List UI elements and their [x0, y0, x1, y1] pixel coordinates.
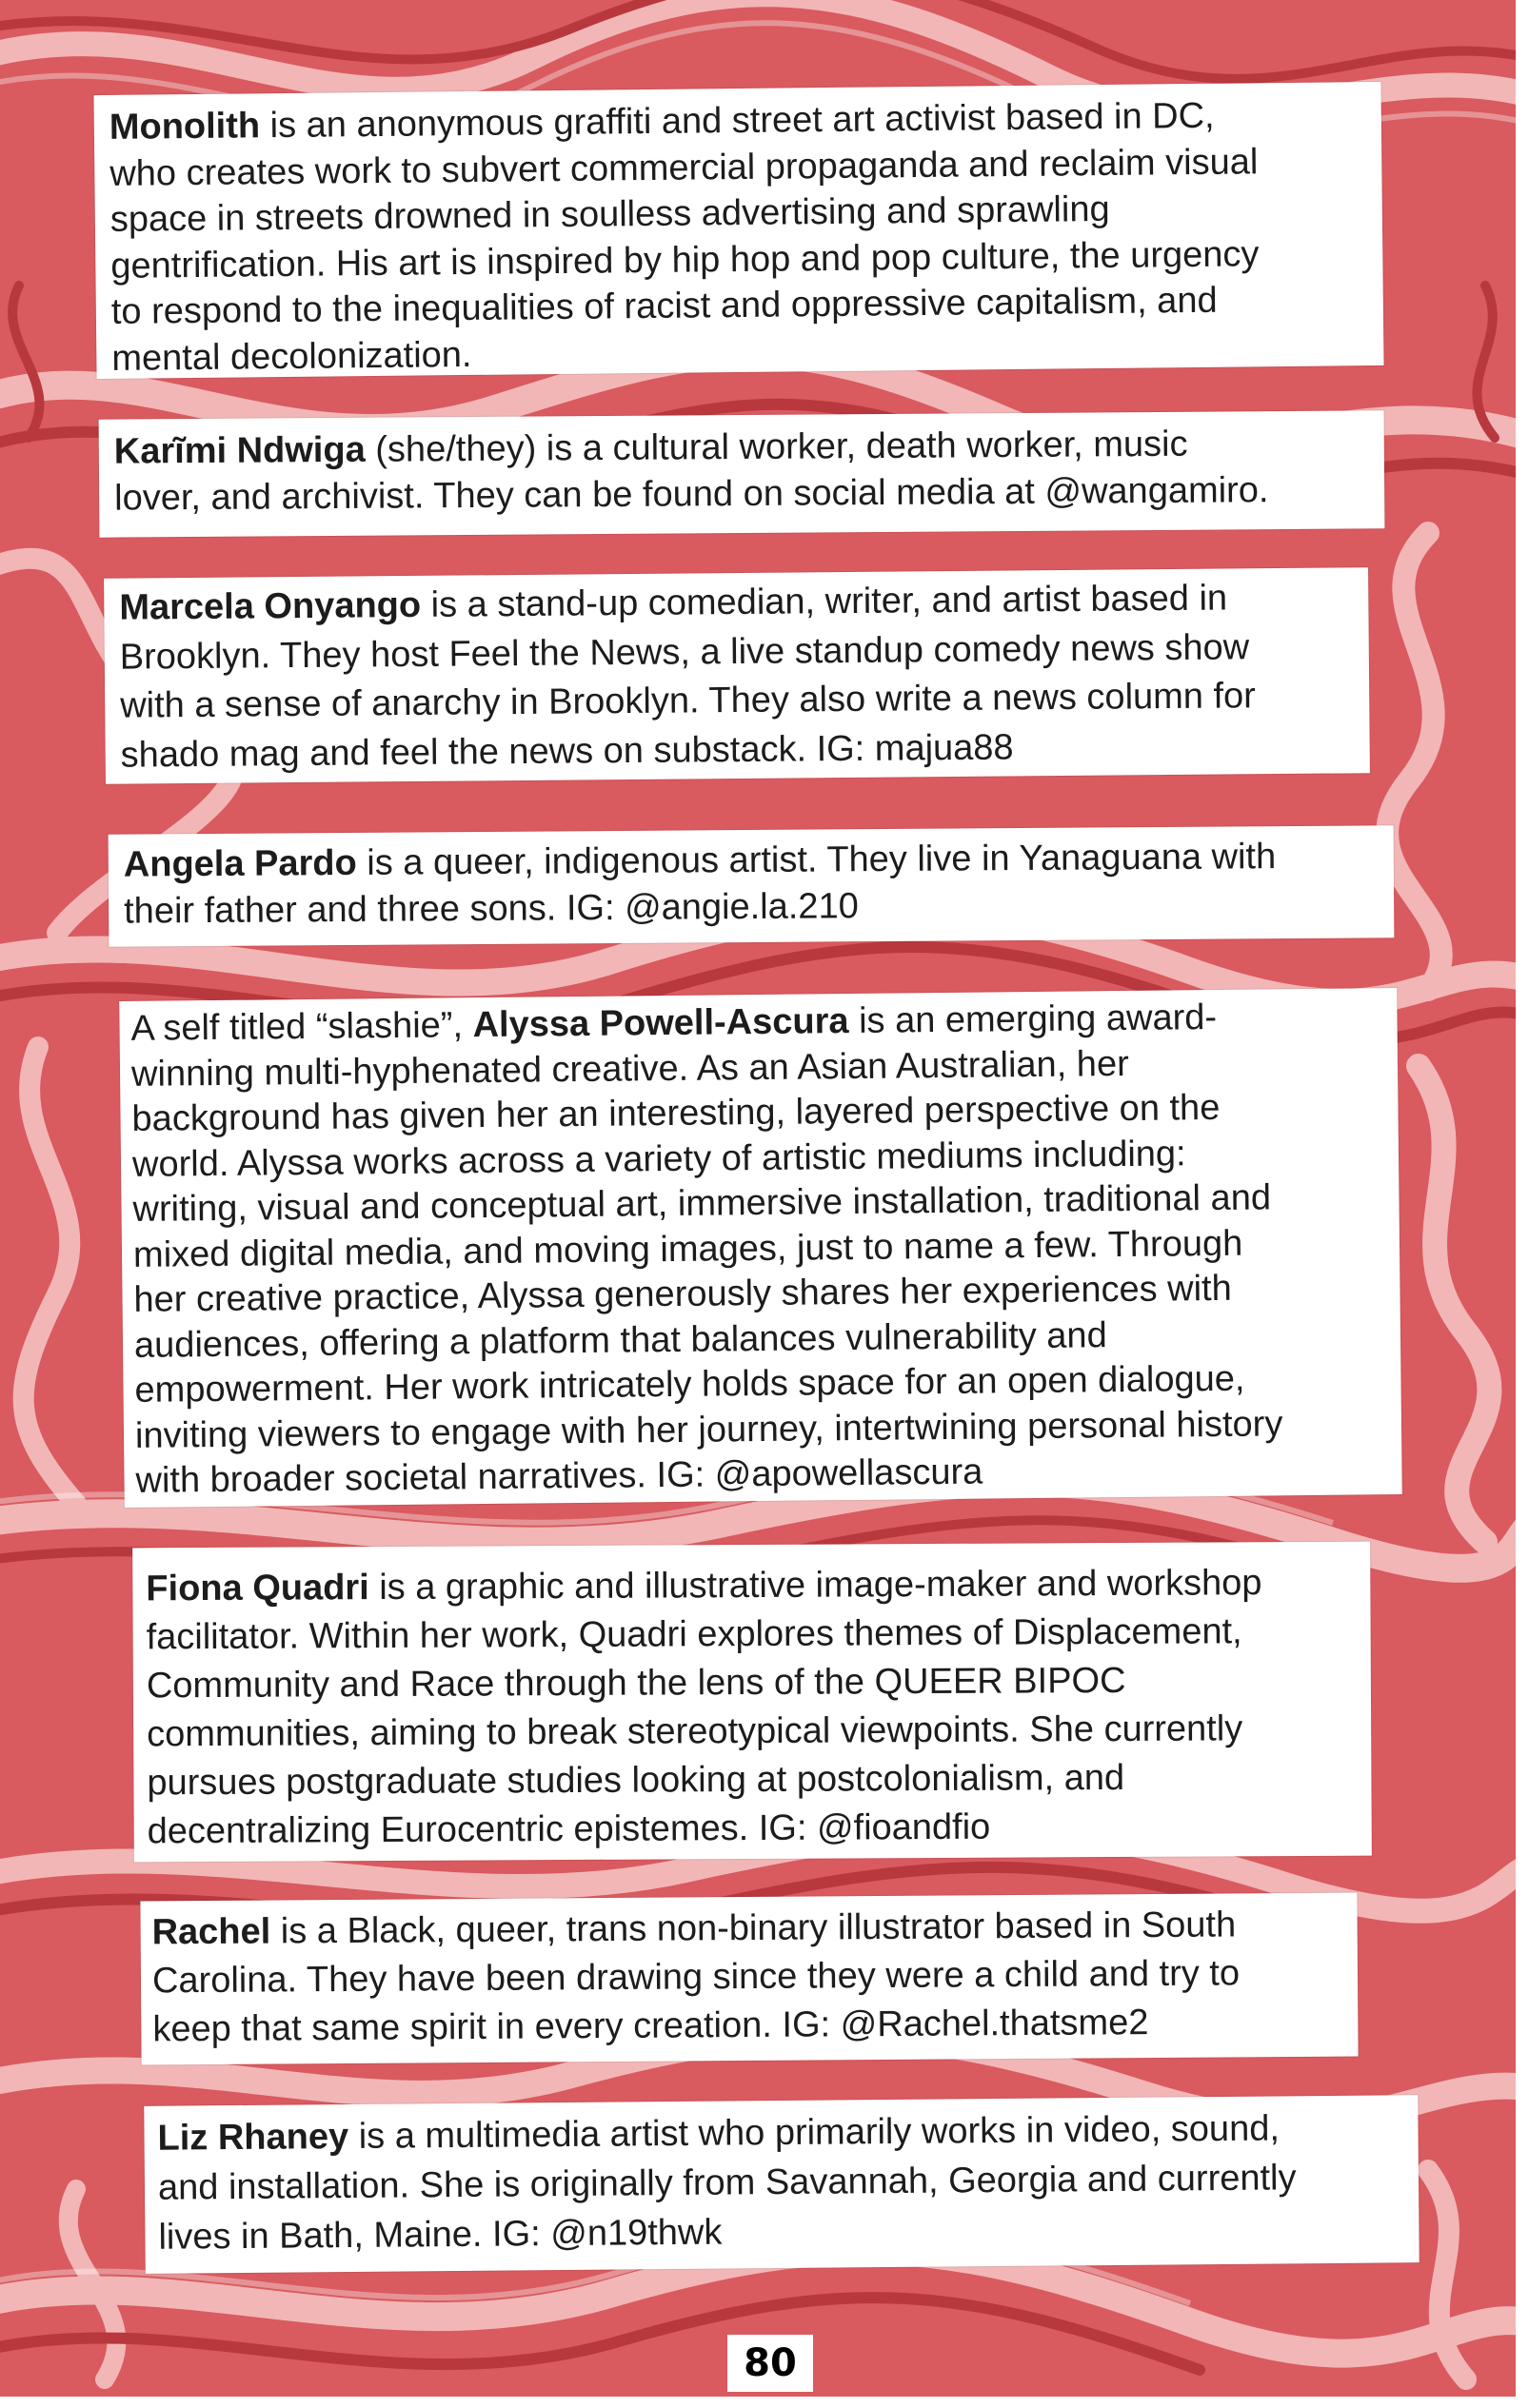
bio-text: space in streets drowned in soulless advertising and sprawling: [109, 188, 1110, 240]
bio-text: facilitator. Within her work, Quadri explores themes of Displacement,: [146, 1611, 1242, 1658]
bio-fiona-quadri: [132, 1542, 1372, 1863]
contributor-name: Angela Pardo: [123, 842, 357, 885]
bio-text: is a queer, indigenous artist. They live in Yanaguana with: [356, 837, 1277, 883]
bio-text: world. Alyssa works across a variety of artistic mediums including:: [131, 1133, 1186, 1185]
bio-text: is a stand-up comedian, writer, and artist based in: [420, 578, 1228, 625]
bio-text: and installation. She is originally from Savannah, Georgia and currently: [157, 2158, 1297, 2208]
contributor-name: Rachel: [151, 1911, 271, 1953]
bio-text: background has given her an interesting, layered perspective on the: [131, 1087, 1221, 1139]
bio-text: is an emerging award-: [848, 997, 1218, 1042]
bio-text: winning multi-hyphenated creative. As an Asian Australian, her: [130, 1043, 1129, 1095]
bio-text: lover, and archivist. They can be found on social media at @wangamiro.: [114, 469, 1269, 519]
bio-text: with a sense of anarchy in Brooklyn. They also write a news column for: [120, 676, 1257, 726]
page-number: 80: [727, 2335, 813, 2392]
bio-text: is an anonymous graffiti and street art activist based in DC,: [259, 95, 1215, 147]
bio-text: their father and three sons. IG: @angie.la.210: [124, 885, 859, 932]
bio-text: with broader societal narratives. IG: @apowellascura: [135, 1451, 983, 1501]
bio-text: is a graphic and illustrative image-maker and workshop: [368, 1563, 1262, 1609]
bio-text: A self titled “slashie”,: [130, 1005, 473, 1049]
bio-alyssa-powell-ascura: [119, 988, 1401, 1508]
scan-edge-bottom: [0, 2397, 1529, 2408]
bio-text: mixed digital media, and moving images, just to name a few. Through: [132, 1223, 1243, 1275]
bio-monolith: [93, 82, 1383, 379]
bio-angela-pardo: [109, 825, 1395, 946]
bio-text: shado mag and feel the news on substack. IG: majua88: [120, 726, 1014, 776]
bio-text: audiences, offering a platform that balances vulnerability and: [133, 1314, 1107, 1366]
bio-text: communities, aiming to break stereotypical viewpoints. She currently: [147, 1708, 1243, 1755]
bio-text: who creates work to subvert commercial propaganda and reclaim visual: [109, 141, 1259, 194]
bio-text: pursues postgraduate studies looking at postcolonialism, and: [147, 1757, 1125, 1804]
bio-marcela-onyango: [104, 567, 1370, 784]
bio-text: gentrification. His art is inspired by hip hop and pop culture, the urgency: [110, 233, 1260, 286]
bio-text: empowerment. Her work intricately holds space for an open dialogue,: [134, 1358, 1245, 1411]
bio-text: is a Black, queer, trans non-binary illustrator based in South: [270, 1905, 1237, 1952]
contributor-name: Marcela Onyango: [119, 584, 422, 628]
contributor-name: Karĩmi Ndwiga: [113, 429, 366, 472]
bio-karimi-ndwiga: [99, 410, 1385, 537]
contributor-name: Monolith: [109, 106, 261, 148]
bio-text: mental decolonization.: [111, 334, 472, 379]
bio-text: writing, visual and conceptual art, immersive installation, traditional and: [132, 1177, 1272, 1230]
bio-text: (she/they) is a cultural worker, death worker, music: [365, 424, 1188, 470]
bio-text: lives in Bath, Maine. IG: @n19thwk: [158, 2212, 723, 2258]
bio-text: Carolina. They have been drawing since they were a child and try to: [151, 1953, 1241, 2002]
bio-text: to respond to the inequalities of racist and oppressive capitalism, and: [110, 280, 1218, 332]
bio-text: inviting viewers to engage with her journey, intertwining personal history: [134, 1403, 1283, 1456]
bio-text: her creative practice, Alyssa generously shares her experiences with: [133, 1268, 1232, 1320]
contributor-name: Alyssa Powell-Ascura: [472, 1001, 849, 1046]
bio-text: keep that same spirit in every creation. IG: @Rachel.thatsme2: [152, 2003, 1149, 2050]
scan-edge-right: [1516, 0, 1529, 2408]
bio-text: is a multimedia artist who primarily works in video, sound,: [348, 2108, 1281, 2157]
bio-text: decentralizing Eurocentric epistemes. IG: @fioandfio: [147, 1806, 991, 1852]
bio-text: Brooklyn. They host Feel the News, a live standup comedy news show: [119, 626, 1250, 678]
contributor-name: Liz Rhaney: [157, 2116, 349, 2159]
bio-rachel: [140, 1893, 1358, 2065]
contributor-name: Fiona Quadri: [146, 1568, 369, 1609]
bio-liz-rhaney: [144, 2095, 1419, 2274]
bio-text: Community and Race through the lens of the QUEER BIPOC: [146, 1660, 1126, 1707]
